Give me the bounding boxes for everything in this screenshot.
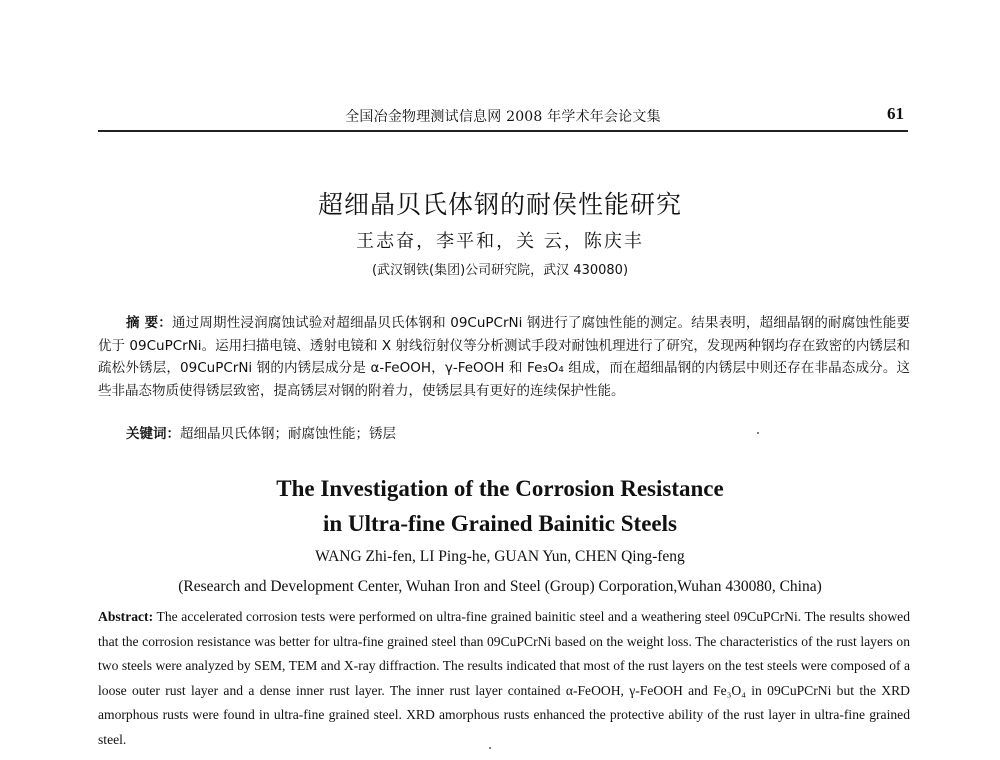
chinese-abstract-label: 摘 要： xyxy=(126,315,172,331)
chinese-keywords xyxy=(126,422,906,442)
english-affiliation: (Research and Development Center, Wuhan Iron and Steel (Group) Corporation,Wuhan 430080, China) xyxy=(178,578,822,595)
english-authors: WANG Zhi-fen, LI Ping-he, GUAN Yun, CHEN Qing-feng xyxy=(315,548,685,565)
chinese-abstract-text: 通过周期性浸润腐蚀试验对超细晶贝氏体钢和 09CuPCrNi 钢进行了腐蚀性能的测定。结果表明，超细晶钢的耐腐蚀性能要优于 09CuPCrNi。运用扫描电镜、透射电镜和 X 射线衍射仪等分析测试手段对耐蚀机理进行了研究，发现两种钢均存在致密的内锈层和疏松外锈层，09CuPCrNi 钢的内锈层成分是 α-FeOOH，γ-FeOOH 和 Fe₃O₄ 组成，而在超细晶钢的内锈层中则还存在非晶态成分。这些非晶态物质使得锈层致密，提高锈层对钢的附着力，使锈层具有更好的连续保护性能。 xyxy=(98,315,910,399)
english-title-line-1: The Investigation of the Corrosion Resistance xyxy=(276,476,724,501)
chinese-abstract xyxy=(98,312,910,402)
chinese-authors: 王志奋，李平和，关 云，陈庆丰 xyxy=(356,231,644,252)
page-header xyxy=(98,104,908,132)
scan-speck xyxy=(757,432,759,434)
journal-title: 全国冶金物理测试信息网 2008 年学术年会论文集 xyxy=(345,109,661,125)
page-number: 61 xyxy=(887,104,904,123)
chinese-title: 超细晶贝氏体钢的耐侯性能研究 xyxy=(317,190,682,219)
english-abstract-text: The accelerated corrosion tests were performed on ultra-fine grained bainitic steel and a weathering steel 09CuPCrNi. The results showed that the corrosion resistance was better for ultra-fine grained steel than 09CuPCrNi based on the weight loss. The characteristics of the rust layers on two steels were analyzed by SEM, TEM and X-ray diffraction. The results indicated that most of the rust layers on the test steels were composed of a loose outer rust layer and a dense inner rust layer. The inner rust layer contained α-FeOOH, γ-FeOOH and Fe₃O₄ in 09CuPCrNi but the XRD amorphous rusts were found in ultra-fine grained steel. XRD amorphous rusts enhanced the protective ability of the rust layer in ultra-fine grained steel. xyxy=(98,609,910,747)
english-title-line-2: in Ultra-fine Grained Bainitic Steels xyxy=(323,511,677,536)
chinese-keywords-text: 超细晶贝氏体钢；耐腐蚀性能；锈层 xyxy=(180,426,396,442)
english-abstract-label: Abstract: xyxy=(98,609,154,624)
chinese-affiliation: (武汉钢铁(集团)公司研究院，武汉 430080) xyxy=(371,263,629,278)
scan-speck xyxy=(489,747,491,749)
chinese-keywords-label: 关键词： xyxy=(126,426,180,442)
english-abstract xyxy=(98,605,910,753)
